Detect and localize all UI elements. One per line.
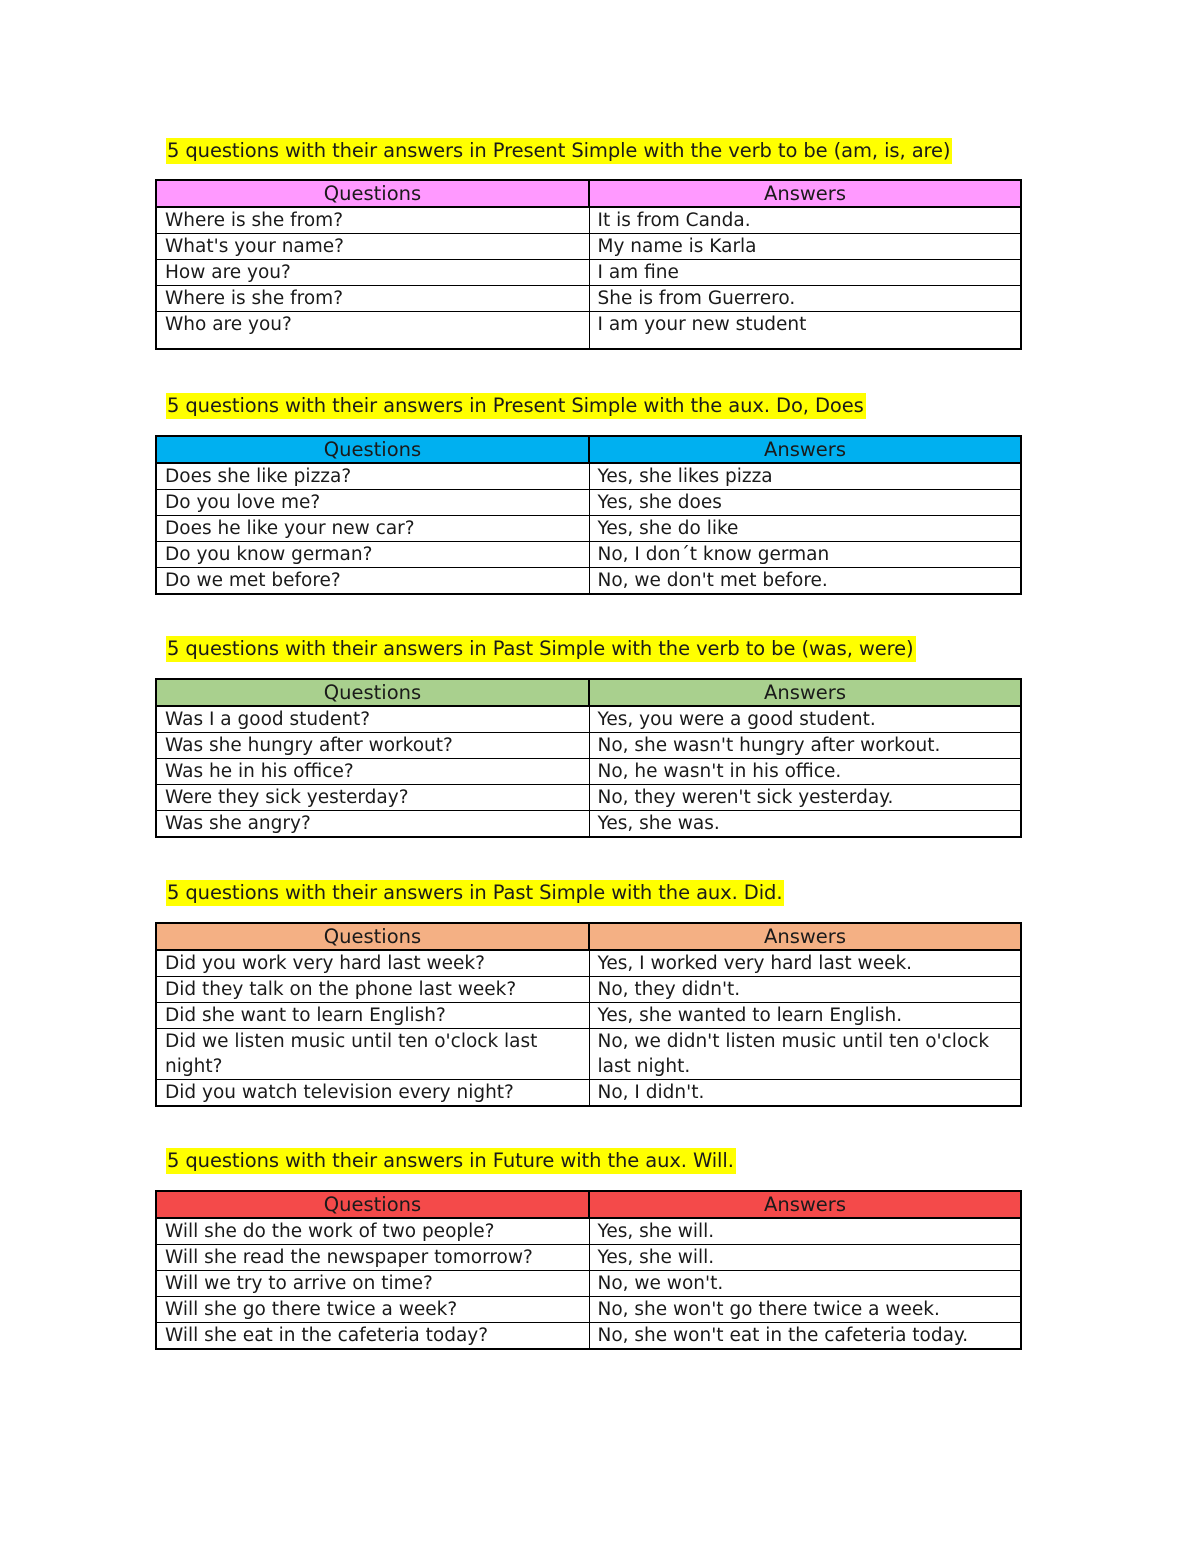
section-heading: 5 questions with their answers in Past Simple with the verb to be (was, were): [167, 637, 914, 660]
question-cell: Does he like your new car?: [156, 516, 589, 542]
questions-column-header: Questions: [156, 923, 589, 950]
table-header-row: [156, 923, 1021, 950]
question-cell: How are you?: [156, 260, 589, 286]
answer-cell: Yes, she do like: [589, 516, 1021, 542]
answer-cell: Yes, she will.: [589, 1245, 1021, 1271]
answer-cell: No, I didn't.: [589, 1080, 1021, 1107]
question-cell: Do you know german?: [156, 542, 589, 568]
question-cell: Did you watch television every night?: [156, 1080, 589, 1107]
answer-cell: Yes, she will.: [589, 1218, 1021, 1245]
answer-cell: Yes, you were a good student.: [589, 706, 1021, 733]
section-heading: 5 questions with their answers in Present Simple with the aux. Do, Does: [167, 394, 864, 417]
answers-column-header: Answers: [589, 436, 1021, 463]
table-row: [156, 1003, 1021, 1029]
answer-cell: Yes, she was.: [589, 811, 1021, 838]
answer-cell: I am fine: [589, 260, 1021, 286]
question-cell: What's your name?: [156, 234, 589, 260]
question-cell: Will we try to arrive on time?: [156, 1271, 589, 1297]
question-cell: Does she like pizza?: [156, 463, 589, 490]
table-header-row: [156, 180, 1021, 207]
table-row: [156, 811, 1021, 838]
questions-column-header: Questions: [156, 436, 589, 463]
answer-cell: Yes, she likes pizza: [589, 463, 1021, 490]
table-header-row: [156, 436, 1021, 463]
table-row: [156, 785, 1021, 811]
answer-cell: I am your new student: [589, 312, 1021, 350]
table-row: [156, 1271, 1021, 1297]
question-cell: Will she eat in the cafeteria today?: [156, 1323, 589, 1350]
table-row: [156, 1245, 1021, 1271]
table-row: [156, 706, 1021, 733]
table-row: [156, 1029, 1021, 1080]
question-cell: Did we listen music until ten o'clock last night?: [156, 1029, 589, 1080]
answer-cell: Yes, she does: [589, 490, 1021, 516]
qa-table: [155, 435, 1022, 595]
table-header-row: [156, 679, 1021, 706]
table-row: [156, 759, 1021, 785]
table-row: [156, 260, 1021, 286]
table-row: [156, 1323, 1021, 1350]
question-cell: Who are you?: [156, 312, 589, 350]
section-heading: 5 questions with their answers in Past Simple with the aux. Did.: [167, 881, 783, 904]
question-cell: Was she hungry after workout?: [156, 733, 589, 759]
answer-cell: Yes, she wanted to learn English.: [589, 1003, 1021, 1029]
question-cell: Will she read the newspaper tomorrow?: [156, 1245, 589, 1271]
table-row: [156, 207, 1021, 234]
question-cell: Will she go there twice a week?: [156, 1297, 589, 1323]
qa-table: [155, 179, 1022, 350]
table-row: [156, 1297, 1021, 1323]
qa-table: [155, 1190, 1022, 1350]
table-row: [156, 312, 1021, 350]
answer-cell: No, we won't.: [589, 1271, 1021, 1297]
answer-cell: She is from Guerrero.: [589, 286, 1021, 312]
question-cell: Was she angry?: [156, 811, 589, 838]
table-row: [156, 733, 1021, 759]
answer-cell: No, we don't met before.: [589, 568, 1021, 595]
table-row: [156, 516, 1021, 542]
question-cell: Where is she from?: [156, 286, 589, 312]
question-cell: Did she want to learn English?: [156, 1003, 589, 1029]
question-cell: Where is she from?: [156, 207, 589, 234]
table-row: [156, 1218, 1021, 1245]
questions-column-header: Questions: [156, 180, 589, 207]
table-row: [156, 1080, 1021, 1107]
questions-column-header: Questions: [156, 1191, 589, 1218]
table-row: [156, 950, 1021, 977]
answer-cell: No, they didn't.: [589, 977, 1021, 1003]
table-row: [156, 568, 1021, 595]
question-cell: Did you work very hard last week?: [156, 950, 589, 977]
answers-column-header: Answers: [589, 1191, 1021, 1218]
table-row: [156, 463, 1021, 490]
table-row: [156, 490, 1021, 516]
question-cell: Will she do the work of two people?: [156, 1218, 589, 1245]
table-row: [156, 542, 1021, 568]
answer-cell: No, she won't go there twice a week.: [589, 1297, 1021, 1323]
question-cell: Was I a good student?: [156, 706, 589, 733]
table-row: [156, 977, 1021, 1003]
question-cell: Do we met before?: [156, 568, 589, 595]
question-cell: Were they sick yesterday?: [156, 785, 589, 811]
question-cell: Was he in his office?: [156, 759, 589, 785]
answer-cell: No, she wasn't hungry after workout.: [589, 733, 1021, 759]
qa-table: [155, 922, 1022, 1107]
answer-cell: No, we didn't listen music until ten o'clock last night.: [589, 1029, 1021, 1080]
section-heading: 5 questions with their answers in Future with the aux. Will.: [167, 1149, 734, 1172]
question-cell: Do you love me?: [156, 490, 589, 516]
table-row: [156, 234, 1021, 260]
answer-cell: No, she won't eat in the cafeteria today.: [589, 1323, 1021, 1350]
table-header-row: [156, 1191, 1021, 1218]
answers-column-header: Answers: [589, 180, 1021, 207]
answer-cell: No, he wasn't in his office.: [589, 759, 1021, 785]
question-cell: Did they talk on the phone last week?: [156, 977, 589, 1003]
questions-column-header: Questions: [156, 679, 589, 706]
answer-cell: It is from Canda.: [589, 207, 1021, 234]
answers-column-header: Answers: [589, 679, 1021, 706]
table-row: [156, 286, 1021, 312]
answer-cell: Yes, I worked very hard last week.: [589, 950, 1021, 977]
section-heading: 5 questions with their answers in Present Simple with the verb to be (am, is, are): [167, 139, 951, 162]
answer-cell: No, they weren't sick yesterday.: [589, 785, 1021, 811]
qa-table: [155, 678, 1022, 838]
answer-cell: My name is Karla: [589, 234, 1021, 260]
answer-cell: No, I don´t know german: [589, 542, 1021, 568]
answers-column-header: Answers: [589, 923, 1021, 950]
